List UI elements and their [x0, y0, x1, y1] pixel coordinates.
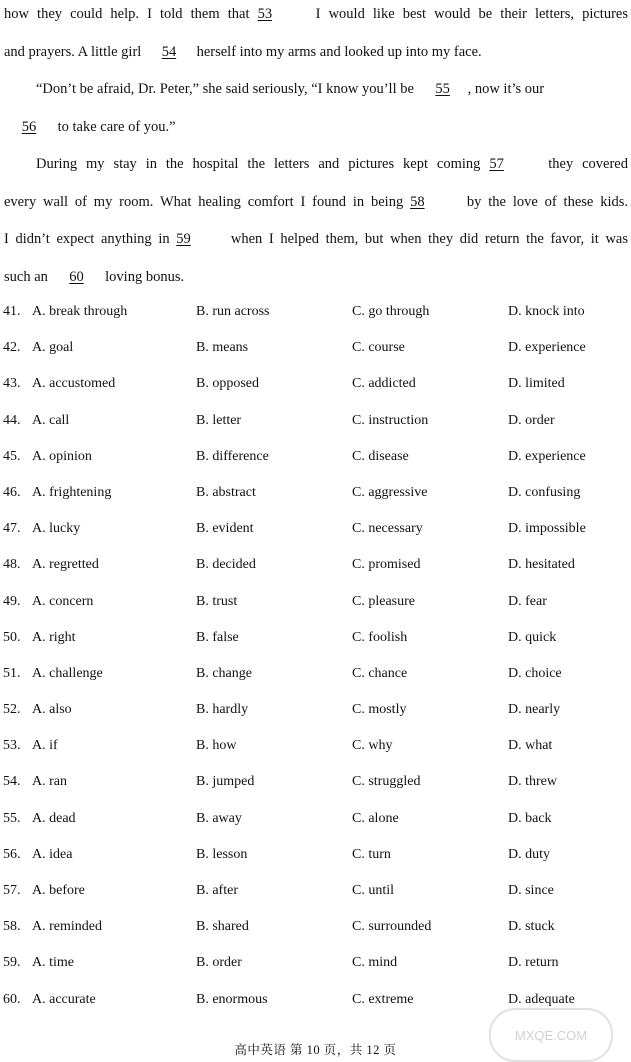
question-number: 51. — [3, 665, 21, 681]
question-number: 54. — [3, 774, 21, 790]
passage-text: to take care of you.” — [54, 118, 176, 135]
option-d: D. stuck — [508, 919, 555, 935]
question-number: 50. — [3, 629, 21, 645]
option-a: A. opinion — [32, 448, 92, 464]
option-c: C. instruction — [352, 412, 429, 428]
question-row — [0, 334, 631, 370]
question-number: 43. — [3, 376, 21, 392]
option-d: D. experience — [508, 448, 586, 464]
option-d: D. experience — [508, 340, 586, 356]
question-number: 52. — [3, 702, 21, 718]
question-row — [0, 877, 631, 913]
option-b: B. change — [196, 665, 252, 681]
option-b: B. opposed — [196, 376, 259, 392]
question-row — [0, 479, 631, 515]
option-d: D. impossible — [508, 521, 586, 537]
passage-line-2 — [4, 40, 628, 78]
option-b: B. after — [196, 883, 238, 898]
option-d: D. back — [508, 810, 552, 826]
passage-text: During my stay in the hospital the letters and pictures kept coming — [36, 156, 490, 172]
option-c: C. until — [352, 883, 395, 898]
option-d: D. what — [508, 738, 553, 754]
passage-line-3 — [4, 77, 628, 115]
option-a: A. idea — [32, 846, 73, 862]
question-row — [0, 805, 631, 841]
option-d: D. quick — [508, 629, 557, 645]
question-number: 45. — [3, 448, 21, 464]
option-c: C. addicted — [352, 376, 416, 392]
question-row — [0, 696, 631, 732]
passage-line-4 — [4, 115, 628, 153]
question-number: 55. — [3, 810, 21, 826]
option-a: A. accurate — [32, 991, 96, 1007]
option-b: B. enormous — [196, 991, 268, 1007]
question-number: 59. — [3, 955, 21, 971]
question-number: 42. — [3, 340, 21, 356]
option-b: B. abstract — [196, 484, 256, 500]
passage-text: , now it’s our — [467, 81, 545, 97]
option-a: A. ran — [32, 774, 67, 790]
passage-line-6 — [4, 190, 628, 228]
passage-text: I didn’t expect anything in — [4, 231, 177, 247]
question-row — [0, 298, 631, 334]
question-row — [0, 841, 631, 877]
option-c: C. mostly — [352, 702, 407, 718]
passage-text: herself into my arms and looked up into my face. — [192, 43, 482, 60]
option-b: B. means — [196, 340, 249, 356]
option-d: D. choice — [508, 665, 562, 681]
question-number: 58. — [3, 919, 21, 935]
option-c: C. mind — [352, 955, 398, 971]
passage — [4, 2, 628, 302]
option-a: A. call — [32, 412, 70, 428]
passage-text: every wall of my room. What healing comfort I found in being — [4, 193, 411, 210]
option-c: C. disease — [352, 448, 409, 464]
option-b: B. evident — [196, 521, 254, 537]
passage-text: loving bonus. — [101, 268, 185, 285]
question-row — [0, 407, 631, 443]
option-c: C. why — [352, 738, 393, 754]
option-d: D. confusing — [508, 484, 581, 500]
passage-line-7 — [4, 227, 628, 265]
option-c: C. extreme — [352, 991, 414, 1007]
question-number: 41. — [3, 304, 21, 319]
option-d: D. fear — [508, 593, 547, 609]
passage-text: such an — [4, 268, 52, 285]
option-a: A. dead — [32, 810, 76, 826]
option-a: A. right — [32, 629, 76, 645]
option-d: D. duty — [508, 846, 550, 862]
passage-line-8 — [4, 265, 628, 303]
question-number: 49. — [3, 593, 21, 609]
option-a: A. frightening — [32, 484, 112, 500]
question-number: 56. — [3, 846, 21, 862]
question-number: 53. — [3, 738, 21, 754]
question-row — [0, 443, 631, 479]
question-number: 44. — [3, 412, 21, 428]
question-row — [0, 949, 631, 985]
question-row — [0, 515, 631, 551]
passage-line-1 — [4, 2, 628, 40]
option-d: D. return — [508, 955, 559, 971]
option-b: B. shared — [196, 919, 249, 935]
blank-57: 57 — [489, 156, 504, 172]
option-b: B. hardly — [196, 702, 249, 718]
passage-line-5 — [4, 152, 628, 190]
option-a: A. accustomed — [32, 376, 116, 392]
watermark-logo — [489, 1008, 613, 1062]
option-a: A. regretted — [32, 557, 99, 573]
passage-text: and prayers. A little girl — [4, 43, 145, 60]
option-a: A. concern — [32, 593, 94, 609]
blank-53: 53 — [257, 6, 273, 22]
answer-options — [0, 298, 631, 1022]
option-c: C. go through — [352, 304, 430, 319]
question-row — [0, 588, 631, 624]
option-c: C. struggled — [352, 774, 421, 790]
option-c: C. pleasure — [352, 593, 415, 609]
question-row — [0, 660, 631, 696]
question-number: 46. — [3, 484, 21, 500]
option-c: C. surrounded — [352, 919, 432, 935]
question-row — [0, 624, 631, 660]
option-c: C. aggressive — [352, 484, 428, 500]
passage-text: they covered — [539, 156, 628, 172]
option-b: B. order — [196, 955, 242, 971]
passage-text: when I helped them, but when they did return the favor, it was — [224, 231, 628, 247]
option-b: B. false — [196, 629, 239, 645]
option-d: D. adequate — [508, 991, 575, 1007]
option-c: C. foolish — [352, 629, 408, 645]
option-b: B. how — [196, 738, 237, 754]
option-a: A. reminded — [32, 919, 102, 935]
option-d: D. limited — [508, 376, 565, 392]
blank-60: 60 — [69, 268, 84, 285]
option-d: D. order — [508, 412, 555, 428]
question-row — [0, 370, 631, 406]
option-b: B. run across — [196, 304, 270, 319]
question-number: 47. — [3, 521, 21, 537]
option-c: C. chance — [352, 665, 408, 681]
question-number: 57. — [3, 883, 21, 898]
question-row — [0, 732, 631, 768]
option-d: D. knock into — [508, 304, 585, 319]
question-number: 48. — [3, 557, 21, 573]
option-a: A. before — [32, 883, 85, 898]
passage-text: how they could help. I told them that — [4, 6, 258, 22]
option-c: C. necessary — [352, 521, 423, 537]
option-c: C. alone — [352, 810, 399, 826]
option-a: A. time — [32, 955, 74, 971]
passage-text: I would like best would be their letters, pictures — [307, 6, 628, 22]
option-c: C. promised — [352, 557, 421, 573]
option-d: D. since — [508, 883, 554, 898]
option-b: B. lesson — [196, 846, 248, 862]
option-a: A. break through — [32, 304, 128, 319]
option-d: D. threw — [508, 774, 557, 790]
option-b: B. difference — [196, 448, 269, 464]
question-row — [0, 913, 631, 949]
option-b: B. trust — [196, 593, 238, 609]
option-d: D. nearly — [508, 702, 561, 718]
question-row — [0, 768, 631, 804]
option-b: B. jumped — [196, 774, 255, 790]
question-row — [0, 551, 631, 587]
passage-text: “Don’t be afraid, Dr. Peter,” she said seriously, “I know you’ll be — [36, 81, 418, 97]
option-c: C. course — [352, 340, 405, 356]
option-a: A. also — [32, 702, 72, 718]
option-a: A. goal — [32, 340, 74, 356]
option-b: B. letter — [196, 412, 242, 428]
question-number: 60. — [3, 991, 21, 1007]
blank-58: 58 — [410, 193, 425, 210]
blank-56: 56 — [21, 118, 37, 135]
option-d: D. hesitated — [508, 557, 575, 573]
option-b: B. away — [196, 810, 242, 826]
watermark-text: MXQE.COM — [514, 1027, 588, 1043]
blank-59: 59 — [176, 231, 191, 247]
page-footer: 高中英语 第 10 页，共 12 页 — [234, 1043, 397, 1057]
option-a: A. challenge — [32, 665, 103, 681]
passage-text: by the love of these kids. — [460, 193, 628, 210]
option-a: A. lucky — [32, 521, 81, 537]
option-a: A. if — [32, 738, 58, 754]
blank-54: 54 — [161, 43, 177, 60]
blank-55: 55 — [435, 81, 450, 97]
option-b: B. decided — [196, 557, 256, 573]
option-c: C. turn — [352, 846, 391, 862]
